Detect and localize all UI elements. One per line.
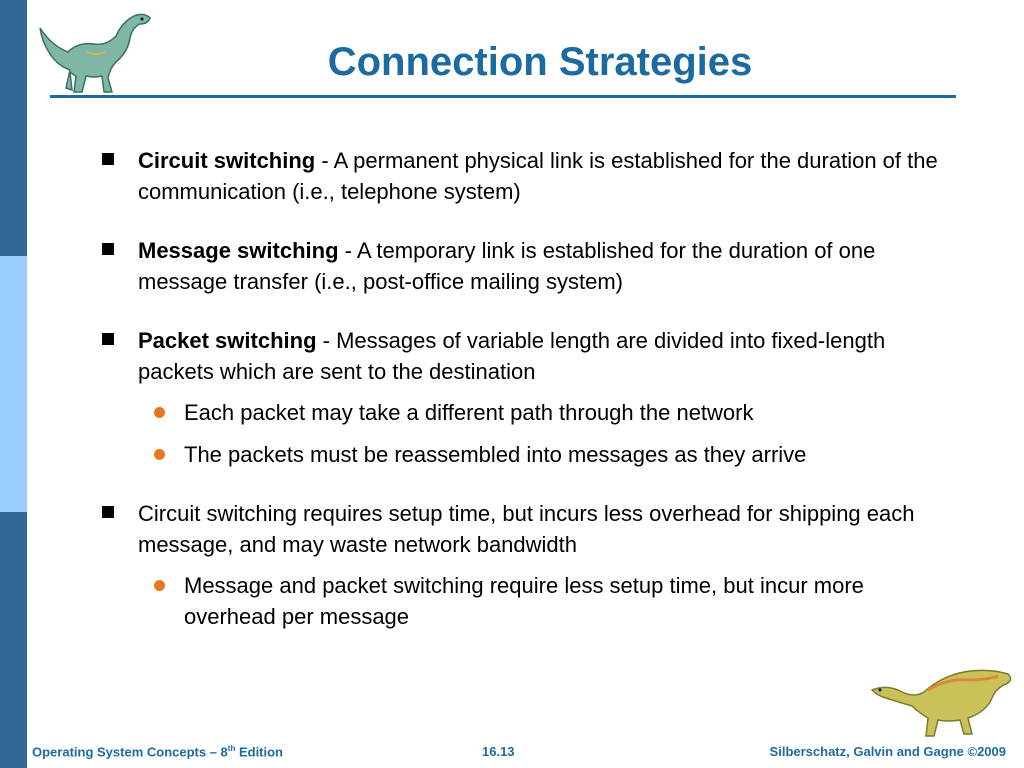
square-bullet-icon (102, 243, 114, 255)
sub-bullet-different-path (154, 397, 940, 428)
accent-segment-middle (0, 256, 27, 512)
footer-book-title (32, 744, 283, 759)
dinosaur-icon (36, 6, 156, 98)
bullet-packet-switching (100, 325, 940, 387)
square-bullet-icon (102, 153, 114, 165)
dinosaur-icon (868, 662, 1016, 740)
sub-bullet-overhead (154, 570, 940, 632)
bullet-term: Circuit switching (138, 148, 316, 173)
circle-bullet-icon (154, 407, 165, 418)
circle-bullet-icon (154, 580, 165, 591)
bullet-text: - Messages of variable length are divided into fixed-length packets which are sent to the destination (138, 328, 886, 384)
square-bullet-icon (102, 506, 114, 518)
title-underline (50, 95, 956, 98)
bullet-text: Circuit switching requires setup time, but incurs less overhead for shipping each message, and may waste network bandwidth (138, 501, 915, 557)
bullet-text: - A permanent physical link is established for the duration of the communication (i.e., telephone system) (138, 148, 938, 204)
accent-segment-bottom (0, 512, 27, 768)
slide-content (100, 145, 940, 632)
bullet-text: - A temporary link is established for the duration of one message transfer (i.e., post-office mailing system) (138, 238, 876, 294)
bullet-term: Message switching (138, 238, 339, 263)
circle-bullet-icon (154, 449, 165, 460)
bullet-setup-time (100, 498, 940, 560)
footer-book-title-edition: Edition (235, 744, 284, 760)
slide-title: Connection Strategies (327, 40, 753, 84)
footer-book-title-sup: th (227, 744, 236, 753)
bullet-message-switching (100, 235, 940, 297)
sub-bullet-text: Message and packet switching require less setup time, but incur more overhead per message (184, 573, 864, 629)
left-accent-bar (0, 0, 27, 768)
sub-bullet-text: The packets must be reassembled into messages as they arrive (184, 442, 807, 467)
footer-slide-number: 16.13 (482, 744, 515, 759)
sub-bullet-text: Each packet may take a different path through the network (184, 400, 754, 425)
footer-book-title-text: Operating System Concepts – 8 (32, 744, 228, 760)
sub-bullet-reassembled (154, 439, 940, 470)
footer-authors: Silberschatz, Galvin and Gagne ©2009 (769, 744, 1006, 759)
accent-segment-top (0, 0, 27, 256)
bullet-circuit-switching (100, 145, 940, 207)
square-bullet-icon (102, 333, 114, 345)
bullet-term: Packet switching (138, 328, 317, 353)
